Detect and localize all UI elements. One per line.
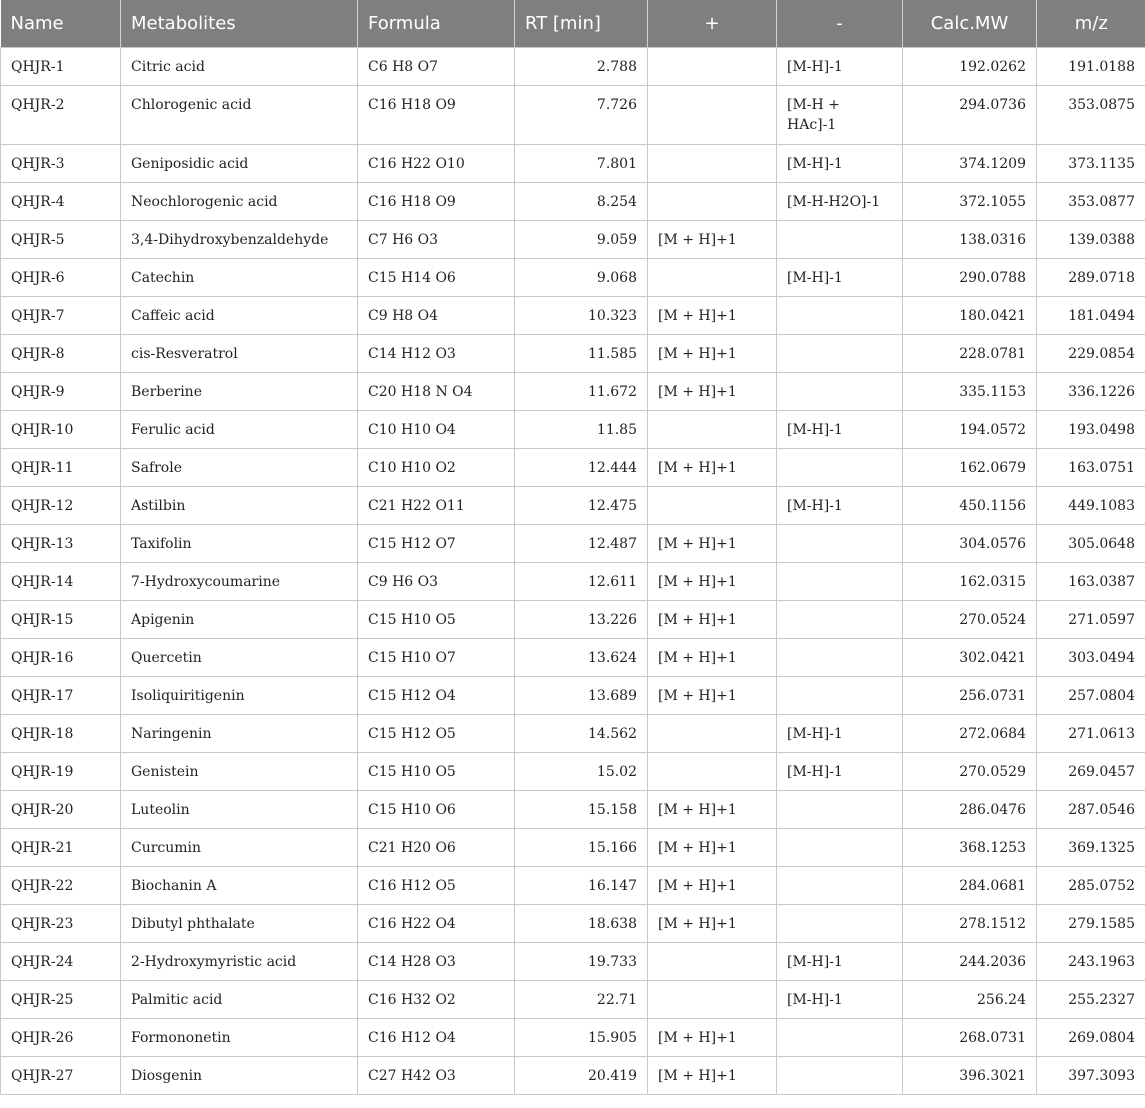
formula-cell: C15 H12 O4 bbox=[358, 676, 515, 714]
rt-cell: 19.733 bbox=[515, 942, 648, 980]
name-cell: QHJR-22 bbox=[1, 866, 121, 904]
calc-mw-cell: 270.0529 bbox=[903, 752, 1037, 790]
rt-cell: 12.444 bbox=[515, 448, 648, 486]
negative-ion-cell: [M-H-H2O]-1 bbox=[777, 182, 903, 220]
formula-cell: C9 H6 O3 bbox=[358, 562, 515, 600]
mz-cell: 193.0498 bbox=[1037, 410, 1145, 448]
negative-ion-cell: [M-H]-1 bbox=[777, 942, 903, 980]
name-cell: QHJR-26 bbox=[1, 1018, 121, 1056]
rt-cell: 15.166 bbox=[515, 828, 648, 866]
calc-mw-cell: 304.0576 bbox=[903, 524, 1037, 562]
mz-cell: 373.1135 bbox=[1037, 144, 1145, 182]
calc-mw-cell: 270.0524 bbox=[903, 600, 1037, 638]
name-cell: QHJR-1 bbox=[1, 47, 121, 85]
metabolite-cell: Isoliquiritigenin bbox=[121, 676, 358, 714]
metabolite-cell: Apigenin bbox=[121, 600, 358, 638]
calc-mw-cell: 372.1055 bbox=[903, 182, 1037, 220]
metabolite-cell: 3,4-Dihydroxybenzaldehyde bbox=[121, 220, 358, 258]
formula-cell: C15 H10 O7 bbox=[358, 638, 515, 676]
metabolite-cell: Luteolin bbox=[121, 790, 358, 828]
positive-ion-cell: [M + H]+1 bbox=[648, 638, 777, 676]
formula-cell: C16 H18 O9 bbox=[358, 85, 515, 144]
metabolite-cell: 7-Hydroxycoumarine bbox=[121, 562, 358, 600]
calc-mw-cell: 138.0316 bbox=[903, 220, 1037, 258]
table-row bbox=[1, 258, 1145, 296]
mz-cell: 303.0494 bbox=[1037, 638, 1145, 676]
calc-mw-cell: 244.2036 bbox=[903, 942, 1037, 980]
rt-cell: 7.726 bbox=[515, 85, 648, 144]
table-row bbox=[1, 1018, 1145, 1056]
name-cell: QHJR-10 bbox=[1, 410, 121, 448]
positive-ion-cell: [M + H]+1 bbox=[648, 372, 777, 410]
rt-cell: 12.475 bbox=[515, 486, 648, 524]
table-row bbox=[1, 220, 1145, 258]
rt-cell: 9.059 bbox=[515, 220, 648, 258]
table-row bbox=[1, 144, 1145, 182]
calc-mw-cell: 162.0315 bbox=[903, 562, 1037, 600]
negative-ion-cell bbox=[777, 676, 903, 714]
header-mz: m/z bbox=[1037, 0, 1145, 47]
header-negative-mode: - bbox=[777, 0, 903, 47]
calc-mw-cell: 256.24 bbox=[903, 980, 1037, 1018]
name-cell: QHJR-6 bbox=[1, 258, 121, 296]
table-row bbox=[1, 714, 1145, 752]
table-header bbox=[1, 0, 1145, 47]
table-row bbox=[1, 334, 1145, 372]
positive-ion-cell: [M + H]+1 bbox=[648, 600, 777, 638]
negative-ion-cell bbox=[777, 638, 903, 676]
positive-ion-cell: [M + H]+1 bbox=[648, 1018, 777, 1056]
formula-cell: C15 H10 O5 bbox=[358, 600, 515, 638]
table-row bbox=[1, 47, 1145, 85]
positive-ion-cell: [M + H]+1 bbox=[648, 828, 777, 866]
formula-cell: C6 H8 O7 bbox=[358, 47, 515, 85]
mz-cell: 397.3093 bbox=[1037, 1056, 1145, 1094]
name-cell: QHJR-2 bbox=[1, 85, 121, 144]
name-cell: QHJR-15 bbox=[1, 600, 121, 638]
negative-ion-cell bbox=[777, 1018, 903, 1056]
metabolite-cell: Chlorogenic acid bbox=[121, 85, 358, 144]
rt-cell: 8.254 bbox=[515, 182, 648, 220]
negative-ion-cell bbox=[777, 296, 903, 334]
positive-ion-cell: [M + H]+1 bbox=[648, 1056, 777, 1094]
calc-mw-cell: 228.0781 bbox=[903, 334, 1037, 372]
name-cell: QHJR-11 bbox=[1, 448, 121, 486]
formula-cell: C16 H18 O9 bbox=[358, 182, 515, 220]
positive-ion-cell bbox=[648, 182, 777, 220]
rt-cell: 13.624 bbox=[515, 638, 648, 676]
formula-cell: C15 H10 O5 bbox=[358, 752, 515, 790]
table-row bbox=[1, 638, 1145, 676]
mz-cell: 279.1585 bbox=[1037, 904, 1145, 942]
negative-ion-cell bbox=[777, 334, 903, 372]
table-row bbox=[1, 866, 1145, 904]
calc-mw-cell: 374.1209 bbox=[903, 144, 1037, 182]
formula-cell: C16 H22 O10 bbox=[358, 144, 515, 182]
positive-ion-cell: [M + H]+1 bbox=[648, 562, 777, 600]
name-cell: QHJR-9 bbox=[1, 372, 121, 410]
calc-mw-cell: 268.0731 bbox=[903, 1018, 1037, 1056]
positive-ion-cell bbox=[648, 486, 777, 524]
header-positive-mode: + bbox=[648, 0, 777, 47]
table-row bbox=[1, 182, 1145, 220]
calc-mw-cell: 396.3021 bbox=[903, 1056, 1037, 1094]
metabolite-cell: Berberine bbox=[121, 372, 358, 410]
header-name: Name bbox=[1, 0, 121, 47]
positive-ion-cell bbox=[648, 942, 777, 980]
negative-ion-cell: [M-H]-1 bbox=[777, 47, 903, 85]
negative-ion-cell: [M-H]-1 bbox=[777, 410, 903, 448]
metabolite-cell: Dibutyl phthalate bbox=[121, 904, 358, 942]
metabolite-cell: Catechin bbox=[121, 258, 358, 296]
name-cell: QHJR-17 bbox=[1, 676, 121, 714]
negative-ion-cell bbox=[777, 372, 903, 410]
name-cell: QHJR-7 bbox=[1, 296, 121, 334]
name-cell: QHJR-16 bbox=[1, 638, 121, 676]
formula-cell: C16 H32 O2 bbox=[358, 980, 515, 1018]
formula-cell: C15 H12 O5 bbox=[358, 714, 515, 752]
rt-cell: 13.226 bbox=[515, 600, 648, 638]
metabolite-cell: Neochlorogenic acid bbox=[121, 182, 358, 220]
formula-cell: C15 H14 O6 bbox=[358, 258, 515, 296]
calc-mw-cell: 294.0736 bbox=[903, 85, 1037, 144]
negative-ion-cell: [M-H]-1 bbox=[777, 980, 903, 1018]
mz-cell: 271.0597 bbox=[1037, 600, 1145, 638]
formula-cell: C27 H42 O3 bbox=[358, 1056, 515, 1094]
rt-cell: 16.147 bbox=[515, 866, 648, 904]
formula-cell: C10 H10 O2 bbox=[358, 448, 515, 486]
calc-mw-cell: 302.0421 bbox=[903, 638, 1037, 676]
calc-mw-cell: 286.0476 bbox=[903, 790, 1037, 828]
rt-cell: 12.487 bbox=[515, 524, 648, 562]
mz-cell: 369.1325 bbox=[1037, 828, 1145, 866]
header-calc-mw: Calc.MW bbox=[903, 0, 1037, 47]
rt-cell: 15.02 bbox=[515, 752, 648, 790]
metabolite-cell: Taxifolin bbox=[121, 524, 358, 562]
metabolite-cell: Palmitic acid bbox=[121, 980, 358, 1018]
metabolite-cell: Genistein bbox=[121, 752, 358, 790]
negative-ion-cell bbox=[777, 866, 903, 904]
name-cell: QHJR-25 bbox=[1, 980, 121, 1018]
mz-cell: 269.0457 bbox=[1037, 752, 1145, 790]
mz-cell: 243.1963 bbox=[1037, 942, 1145, 980]
metabolite-cell: Astilbin bbox=[121, 486, 358, 524]
metabolite-cell: 2-Hydroxymyristic acid bbox=[121, 942, 358, 980]
table-row bbox=[1, 600, 1145, 638]
negative-ion-cell bbox=[777, 220, 903, 258]
negative-ion-cell bbox=[777, 790, 903, 828]
formula-cell: C10 H10 O4 bbox=[358, 410, 515, 448]
metabolite-cell: Quercetin bbox=[121, 638, 358, 676]
rt-cell: 10.323 bbox=[515, 296, 648, 334]
calc-mw-cell: 335.1153 bbox=[903, 372, 1037, 410]
rt-cell: 9.068 bbox=[515, 258, 648, 296]
name-cell: QHJR-3 bbox=[1, 144, 121, 182]
positive-ion-cell: [M + H]+1 bbox=[648, 524, 777, 562]
negative-ion-cell: [M-H + HAc]-1 bbox=[777, 85, 903, 144]
name-cell: QHJR-14 bbox=[1, 562, 121, 600]
mz-cell: 287.0546 bbox=[1037, 790, 1145, 828]
mz-cell: 271.0613 bbox=[1037, 714, 1145, 752]
negative-ion-cell: [M-H]-1 bbox=[777, 752, 903, 790]
calc-mw-cell: 278.1512 bbox=[903, 904, 1037, 942]
metabolite-cell: Biochanin A bbox=[121, 866, 358, 904]
mz-cell: 305.0648 bbox=[1037, 524, 1145, 562]
positive-ion-cell: [M + H]+1 bbox=[648, 676, 777, 714]
calc-mw-cell: 284.0681 bbox=[903, 866, 1037, 904]
name-cell: QHJR-27 bbox=[1, 1056, 121, 1094]
positive-ion-cell: [M + H]+1 bbox=[648, 448, 777, 486]
name-cell: QHJR-23 bbox=[1, 904, 121, 942]
table-row bbox=[1, 1056, 1145, 1094]
positive-ion-cell: [M + H]+1 bbox=[648, 296, 777, 334]
calc-mw-cell: 368.1253 bbox=[903, 828, 1037, 866]
formula-cell: C14 H12 O3 bbox=[358, 334, 515, 372]
positive-ion-cell bbox=[648, 714, 777, 752]
calc-mw-cell: 272.0684 bbox=[903, 714, 1037, 752]
metabolite-cell: Safrole bbox=[121, 448, 358, 486]
negative-ion-cell bbox=[777, 524, 903, 562]
negative-ion-cell bbox=[777, 448, 903, 486]
positive-ion-cell: [M + H]+1 bbox=[648, 866, 777, 904]
name-cell: QHJR-21 bbox=[1, 828, 121, 866]
positive-ion-cell: [M + H]+1 bbox=[648, 790, 777, 828]
table-row bbox=[1, 752, 1145, 790]
formula-cell: C20 H18 N O4 bbox=[358, 372, 515, 410]
formula-cell: C14 H28 O3 bbox=[358, 942, 515, 980]
table-row bbox=[1, 410, 1145, 448]
positive-ion-cell bbox=[648, 980, 777, 1018]
mz-cell: 229.0854 bbox=[1037, 334, 1145, 372]
calc-mw-cell: 180.0421 bbox=[903, 296, 1037, 334]
positive-ion-cell bbox=[648, 47, 777, 85]
mz-cell: 139.0388 bbox=[1037, 220, 1145, 258]
positive-ion-cell: [M + H]+1 bbox=[648, 334, 777, 372]
mz-cell: 449.1083 bbox=[1037, 486, 1145, 524]
metabolite-cell: Curcumin bbox=[121, 828, 358, 866]
rt-cell: 13.689 bbox=[515, 676, 648, 714]
rt-cell: 2.788 bbox=[515, 47, 648, 85]
name-cell: QHJR-8 bbox=[1, 334, 121, 372]
mz-cell: 255.2327 bbox=[1037, 980, 1145, 1018]
calc-mw-cell: 450.1156 bbox=[903, 486, 1037, 524]
mz-cell: 353.0875 bbox=[1037, 85, 1145, 144]
formula-cell: C16 H12 O4 bbox=[358, 1018, 515, 1056]
positive-ion-cell bbox=[648, 752, 777, 790]
formula-cell: C7 H6 O3 bbox=[358, 220, 515, 258]
mz-cell: 336.1226 bbox=[1037, 372, 1145, 410]
metabolite-cell: Formononetin bbox=[121, 1018, 358, 1056]
mz-cell: 289.0718 bbox=[1037, 258, 1145, 296]
negative-ion-cell: [M-H]-1 bbox=[777, 258, 903, 296]
rt-cell: 12.611 bbox=[515, 562, 648, 600]
rt-cell: 14.562 bbox=[515, 714, 648, 752]
mz-cell: 353.0877 bbox=[1037, 182, 1145, 220]
rt-cell: 22.71 bbox=[515, 980, 648, 1018]
formula-cell: C16 H12 O5 bbox=[358, 866, 515, 904]
name-cell: QHJR-19 bbox=[1, 752, 121, 790]
table-row bbox=[1, 980, 1145, 1018]
negative-ion-cell bbox=[777, 600, 903, 638]
negative-ion-cell: [M-H]-1 bbox=[777, 486, 903, 524]
calc-mw-cell: 256.0731 bbox=[903, 676, 1037, 714]
header-metabolites: Metabolites bbox=[121, 0, 358, 47]
metabolite-cell: Geniposidic acid bbox=[121, 144, 358, 182]
table-row bbox=[1, 828, 1145, 866]
negative-ion-cell: [M-H]-1 bbox=[777, 714, 903, 752]
metabolite-cell: Caffeic acid bbox=[121, 296, 358, 334]
formula-cell: C16 H22 O4 bbox=[358, 904, 515, 942]
mz-cell: 163.0387 bbox=[1037, 562, 1145, 600]
mz-cell: 181.0494 bbox=[1037, 296, 1145, 334]
rt-cell: 15.158 bbox=[515, 790, 648, 828]
rt-cell: 18.638 bbox=[515, 904, 648, 942]
rt-cell: 11.85 bbox=[515, 410, 648, 448]
positive-ion-cell: [M + H]+1 bbox=[648, 904, 777, 942]
positive-ion-cell bbox=[648, 258, 777, 296]
name-cell: QHJR-4 bbox=[1, 182, 121, 220]
table-row bbox=[1, 372, 1145, 410]
table-row bbox=[1, 296, 1145, 334]
formula-cell: C21 H22 O11 bbox=[358, 486, 515, 524]
positive-ion-cell bbox=[648, 144, 777, 182]
table-row bbox=[1, 524, 1145, 562]
metabolite-cell: Citric acid bbox=[121, 47, 358, 85]
metabolite-cell: Ferulic acid bbox=[121, 410, 358, 448]
calc-mw-cell: 162.0679 bbox=[903, 448, 1037, 486]
name-cell: QHJR-24 bbox=[1, 942, 121, 980]
table-row bbox=[1, 676, 1145, 714]
rt-cell: 11.585 bbox=[515, 334, 648, 372]
formula-cell: C15 H12 O7 bbox=[358, 524, 515, 562]
table-row bbox=[1, 790, 1145, 828]
mz-cell: 257.0804 bbox=[1037, 676, 1145, 714]
table-row bbox=[1, 562, 1145, 600]
positive-ion-cell: [M + H]+1 bbox=[648, 220, 777, 258]
calc-mw-cell: 194.0572 bbox=[903, 410, 1037, 448]
name-cell: QHJR-20 bbox=[1, 790, 121, 828]
table-body bbox=[1, 47, 1145, 1094]
table-row bbox=[1, 942, 1145, 980]
mz-cell: 269.0804 bbox=[1037, 1018, 1145, 1056]
metabolite-cell: Diosgenin bbox=[121, 1056, 358, 1094]
table-row bbox=[1, 85, 1145, 144]
negative-ion-cell bbox=[777, 562, 903, 600]
mz-cell: 285.0752 bbox=[1037, 866, 1145, 904]
metabolite-cell: cis-Resveratrol bbox=[121, 334, 358, 372]
rt-cell: 20.419 bbox=[515, 1056, 648, 1094]
metabolite-cell: Naringenin bbox=[121, 714, 358, 752]
table-row bbox=[1, 904, 1145, 942]
negative-ion-cell bbox=[777, 828, 903, 866]
negative-ion-cell bbox=[777, 1056, 903, 1094]
header-row bbox=[1, 0, 1145, 47]
calc-mw-cell: 192.0262 bbox=[903, 47, 1037, 85]
name-cell: QHJR-13 bbox=[1, 524, 121, 562]
formula-cell: C9 H8 O4 bbox=[358, 296, 515, 334]
negative-ion-cell: [M-H]-1 bbox=[777, 144, 903, 182]
formula-cell: C21 H20 O6 bbox=[358, 828, 515, 866]
header-rt: RT [min] bbox=[515, 0, 648, 47]
name-cell: QHJR-12 bbox=[1, 486, 121, 524]
rt-cell: 7.801 bbox=[515, 144, 648, 182]
header-formula: Formula bbox=[358, 0, 515, 47]
calc-mw-cell: 290.0788 bbox=[903, 258, 1037, 296]
rt-cell: 15.905 bbox=[515, 1018, 648, 1056]
positive-ion-cell bbox=[648, 410, 777, 448]
table-row bbox=[1, 448, 1145, 486]
mz-cell: 163.0751 bbox=[1037, 448, 1145, 486]
rt-cell: 11.672 bbox=[515, 372, 648, 410]
negative-ion-cell bbox=[777, 904, 903, 942]
table-row bbox=[1, 486, 1145, 524]
mz-cell: 191.0188 bbox=[1037, 47, 1145, 85]
formula-cell: C15 H10 O6 bbox=[358, 790, 515, 828]
name-cell: QHJR-18 bbox=[1, 714, 121, 752]
name-cell: QHJR-5 bbox=[1, 220, 121, 258]
positive-ion-cell bbox=[648, 85, 777, 144]
